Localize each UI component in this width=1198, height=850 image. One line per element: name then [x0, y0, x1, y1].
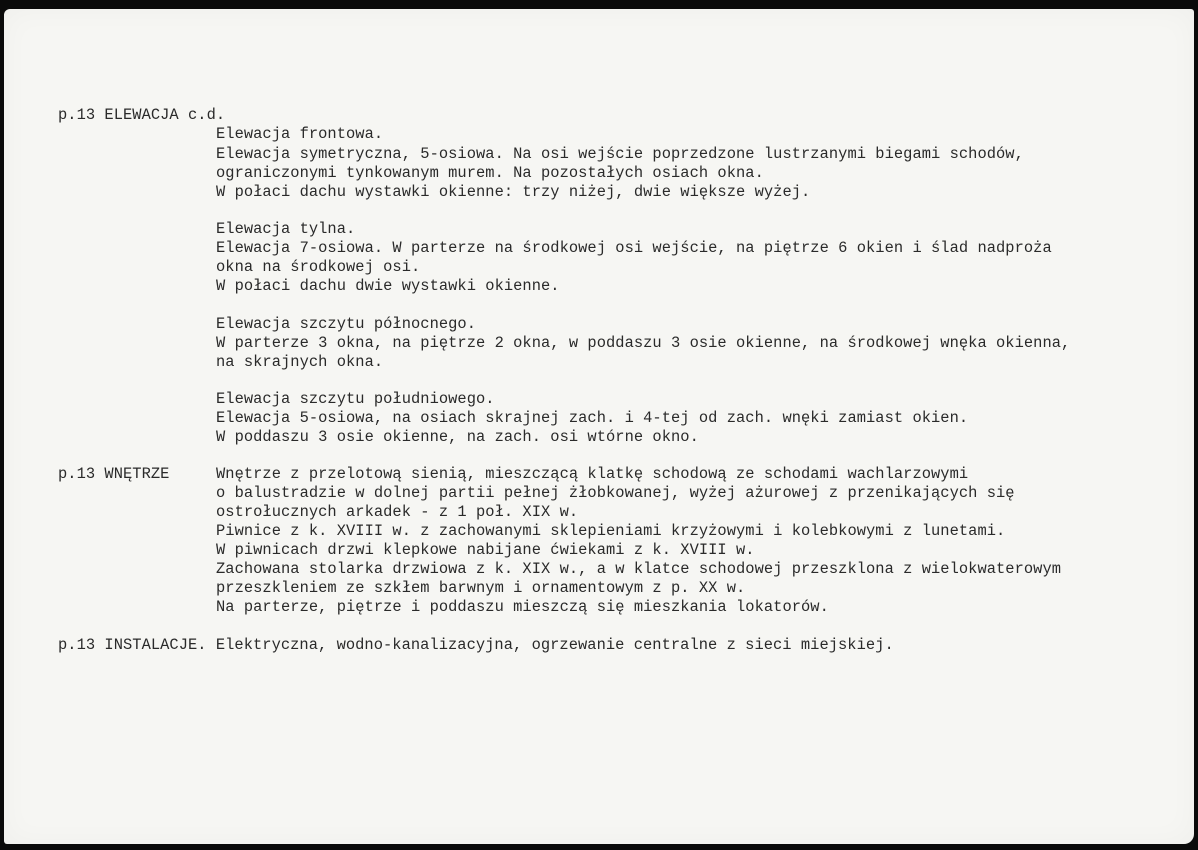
text-line: Elewacja symetryczna, 5-osiowa. Na osi wejście poprzedzone lustrzanymi biegami schodów, — [216, 145, 1024, 163]
text-line: W parterze 3 okna, na piętrze 2 okna, w poddaszu 3 osie okienne, na środkowej wnęka okienna, — [216, 334, 1071, 352]
section-label-wnetrze: p.13 WNĘTRZE — [58, 465, 170, 483]
text-line: Wnętrze z przelotową sienią, mieszczącą klatkę schodową ze schodami wachlarzowymi — [216, 465, 969, 483]
text-line: Na parterze, piętrze i poddaszu mieszczą się mieszkania lokatorów. — [216, 598, 829, 616]
text-line: okna na środkowej osi. — [216, 258, 421, 276]
text-line: Elewacja 7-osiowa. W parterze na środkowej osi wejście, na piętrze 6 okien i ślad nadproża — [216, 239, 1052, 257]
section-label-elewacja: p.13 ELEWACJA c.d. — [58, 106, 226, 124]
subsection-heading-front: Elewacja frontowa. — [216, 125, 384, 143]
text-line: ostrołucznych arkadek - z 1 poł. XIX w. — [216, 503, 579, 521]
text-line: ograniczonymi tynkowanym murem. Na pozostałych osiach okna. — [216, 164, 764, 182]
section-label-instalacje: p.13 INSTALACJE. Elektryczna, wodno-kanalizacyjna, ogrzewanie centralne z sieci miejskiej. — [58, 636, 894, 654]
subsection-heading-north-gable: Elewacja szczytu północnego. — [216, 315, 477, 333]
text-line: W poddaszu 3 osie okienne, na zach. osi wtórne okno. — [216, 428, 699, 446]
subsection-heading-rear: Elewacja tylna. — [216, 220, 356, 238]
text-line: W połaci dachu dwie wystawki okienne. — [216, 277, 560, 295]
subsection-heading-south-gable: Elewacja szczytu południowego. — [216, 390, 495, 408]
text-line: Elewacja 5-osiowa, na osiach skrajnej zach. i 4-tej od zach. wnęki zamiast okien. — [216, 409, 969, 427]
text-line: Zachowana stolarka drzwiowa z k. XIX w., a w klatce schodowej przeszklona z wielokwaterowym — [216, 560, 1062, 578]
text-line: na skrajnych okna. — [216, 353, 384, 371]
text-line: o balustradzie w dolnej partii pełnej żłobkowanej, wyżej ażurowej z przenikających się — [216, 484, 1015, 502]
text-line: przeszkleniem ze szkłem barwnym i ornamentowym z p. XX w. — [216, 579, 746, 597]
text-line: Piwnice z k. XVIII w. z zachowanymi sklepieniami krzyżowymi i kolebkowymi z lunetami. — [216, 522, 1006, 540]
text-line: W piwnicach drzwi klepkowe nabijane ćwiekami z k. XVIII w. — [216, 541, 755, 559]
text-line: W połaci dachu wystawki okienne: trzy niżej, dwie większe wyżej. — [216, 183, 811, 201]
